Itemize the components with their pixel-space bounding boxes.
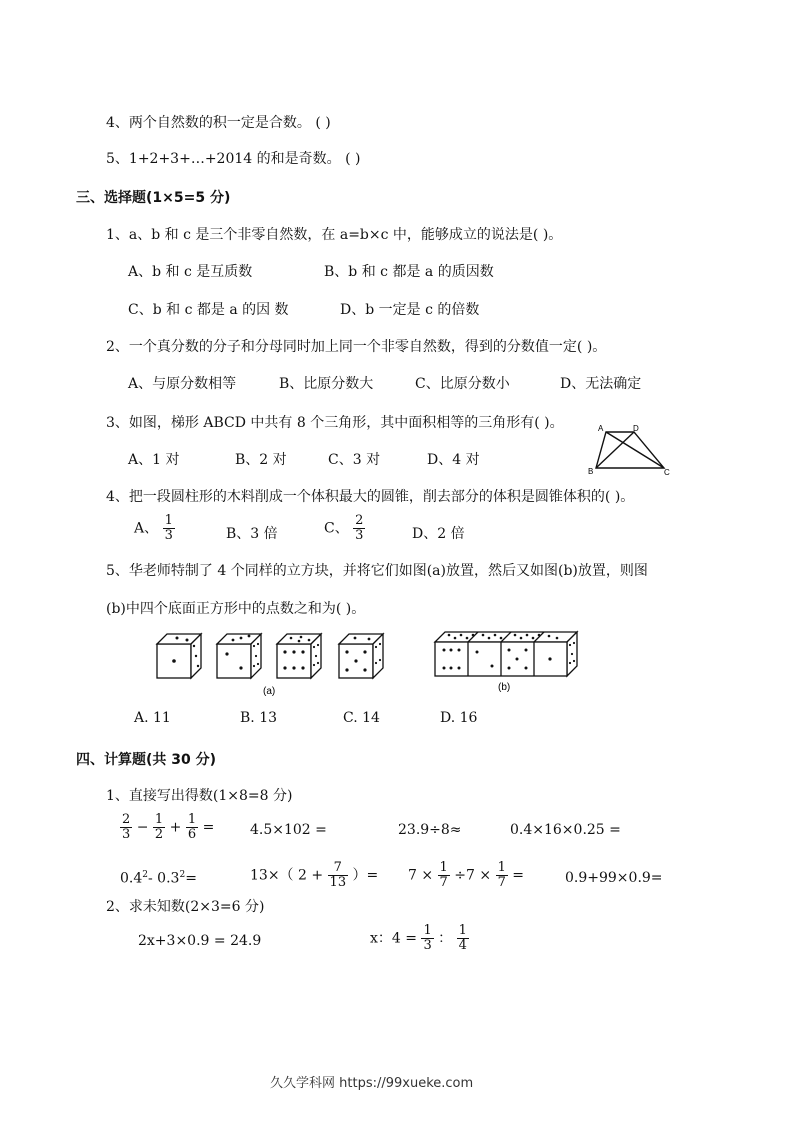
s3-q4-stem: 4、把一段圆柱形的木料削成一个体积最大的圆锥，削去部分的体积是圆锥体积的( )。 xyxy=(106,489,635,505)
opt-a-prefix: A、 xyxy=(134,520,159,537)
equals: = xyxy=(185,870,197,887)
text: ）= xyxy=(352,867,379,884)
numerator: 2 xyxy=(355,513,364,528)
denominator: 7 xyxy=(439,875,448,890)
equals: = xyxy=(512,867,525,884)
calc-r1-a xyxy=(120,813,214,842)
caption-b: (b) xyxy=(498,682,511,693)
colon: ： xyxy=(438,930,453,947)
section4-title: 四、计算题(共 30 分) xyxy=(76,752,217,768)
s3-q2-stem: 2、一个真分数的分子和分母同时加上同一个非零自然数，得到的分数值一定( )。 xyxy=(106,339,607,355)
denominator: 3 xyxy=(164,528,173,543)
dice-figure-b xyxy=(431,626,581,698)
calc-r1-d: 0.4×16×0.25 = xyxy=(510,822,621,838)
numerator: 1 xyxy=(164,513,173,528)
calc-r1-b: 4.5×102 = xyxy=(250,822,327,838)
numerator: 1 xyxy=(439,860,448,875)
denominator: 3 xyxy=(122,827,131,842)
s3-q4-opt-a xyxy=(134,514,175,543)
numerator: 2 xyxy=(122,812,131,827)
denominator: 3 xyxy=(355,528,364,543)
fraction-two-thirds xyxy=(353,514,365,543)
fraction xyxy=(496,861,508,890)
label-a: A xyxy=(598,424,604,433)
s3-q1-opt-b: B、b 和 c 都是 a 的质因数 xyxy=(324,264,494,280)
label-b: B xyxy=(588,467,594,476)
equation-2 xyxy=(370,924,469,953)
denominator: 6 xyxy=(187,827,197,842)
s3-q5-stem-2: (b)中四个底面正方形中的点数之和为( )。 xyxy=(106,601,366,617)
s3-q3-opt-a: A、1 对 xyxy=(128,452,180,468)
opt-c-prefix: C、 xyxy=(324,520,349,537)
s3-q5-opt-d: D. 16 xyxy=(440,710,478,726)
calc-r1-c: 23.9÷8≈ xyxy=(398,822,462,838)
numerator: 1 xyxy=(154,812,164,827)
denominator: 2 xyxy=(154,827,164,842)
fraction xyxy=(457,924,469,953)
s3-q4-opt-d: D、2 倍 xyxy=(412,526,465,542)
s3-q1-stem: 1、a、b 和 c 是三个非零自然数，在 a=b×c 中，能够成立的说法是( )。 xyxy=(106,227,563,243)
numerator: 1 xyxy=(497,860,506,875)
s4-sub1: 1、直接写出得数(1×8=8 分) xyxy=(106,788,293,804)
text: 13×（ 2 + xyxy=(250,867,324,884)
calc-r2-b xyxy=(250,861,378,890)
s3-q5-stem-1: 5、华老师特制了 4 个同样的立方块，并将它们如图(a)放置，然后又如图(b)放置，则图 xyxy=(106,563,648,579)
s3-q2-opt-b: B、比原分数大 xyxy=(279,376,374,392)
judge-q4: 4、两个自然数的积一定是合数。 ( ) xyxy=(106,115,331,131)
cube-2 xyxy=(217,634,261,678)
caption-a: (a) xyxy=(263,686,276,697)
calc-r2-d: 0.9+99×0.9= xyxy=(565,870,663,886)
text: 0.4 xyxy=(120,870,143,887)
cube-4 xyxy=(339,634,383,678)
label-d: D xyxy=(633,424,639,433)
calc-r2-a xyxy=(120,870,197,887)
operator: − xyxy=(136,819,149,836)
exponent: 2 xyxy=(142,870,148,880)
text: 7 × xyxy=(408,867,434,884)
judge-q5: 5、1+2+3+…+2014 的和是奇数。 ( ) xyxy=(106,151,361,167)
s3-q1-opt-c: C、b 和 c 都是 a 的因 数 xyxy=(128,302,289,318)
s3-q2-opt-d: D、无法确定 xyxy=(560,376,642,392)
denominator: 13 xyxy=(329,875,347,890)
s4-sub2: 2、求未知数(2×3=6 分) xyxy=(106,899,265,915)
fraction xyxy=(153,813,165,842)
s3-q5-opt-a: A. 11 xyxy=(134,710,171,726)
fraction xyxy=(328,861,349,890)
numerator: 1 xyxy=(187,812,197,827)
trapezoid-figure xyxy=(586,422,672,476)
fraction xyxy=(186,813,198,842)
s3-q4-opt-c xyxy=(324,514,365,543)
s3-q2-opt-c: C、比原分数小 xyxy=(415,376,510,392)
text: ÷7 × xyxy=(454,867,492,884)
text: - 0.3 xyxy=(148,870,180,887)
label-c: C xyxy=(664,468,670,476)
s3-q2-opt-a: A、与原分数相等 xyxy=(128,376,237,392)
fraction xyxy=(421,924,433,953)
s3-q3-opt-d: D、4 对 xyxy=(427,452,480,468)
denominator: 7 xyxy=(497,875,506,890)
denominator: 4 xyxy=(458,938,467,953)
s3-q5-opt-c: C. 14 xyxy=(343,710,380,726)
denominator: 3 xyxy=(423,938,432,953)
text: x：4 = xyxy=(370,930,417,947)
equals: = xyxy=(202,819,215,836)
section3-title: 三、选择题(1×5=5 分) xyxy=(76,190,231,206)
s3-q3-stem: 3、如图，梯形 ABCD 中共有 8 个三角形，其中面积相等的三角形有( )。 xyxy=(106,415,564,431)
fraction xyxy=(120,813,132,842)
calc-r2-c xyxy=(408,861,524,890)
s3-q1-opt-d: D、b 一定是 c 的倍数 xyxy=(340,302,480,318)
s3-q4-opt-b: B、3 倍 xyxy=(226,526,278,542)
cube-1 xyxy=(157,634,201,678)
numerator: 7 xyxy=(328,861,349,876)
fraction-one-third xyxy=(163,514,175,543)
equation-1: 2x+3×0.9 = 24.9 xyxy=(138,933,262,949)
exponent: 2 xyxy=(179,870,186,880)
trapezoid-outline xyxy=(596,432,664,468)
footer-watermark: 久久学科网 https://99xueke.com xyxy=(270,1076,474,1091)
numerator: 1 xyxy=(458,923,467,938)
s3-q1-opt-a: A、b 和 c 是互质数 xyxy=(128,264,253,280)
numerator: 1 xyxy=(423,923,432,938)
operator: + xyxy=(169,819,182,836)
s3-q5-opt-b: B. 13 xyxy=(240,710,278,726)
s3-q3-opt-c: C、3 对 xyxy=(328,452,381,468)
fraction xyxy=(438,861,450,890)
dice-figure-a xyxy=(155,628,387,698)
s3-q3-opt-b: B、2 对 xyxy=(235,452,287,468)
